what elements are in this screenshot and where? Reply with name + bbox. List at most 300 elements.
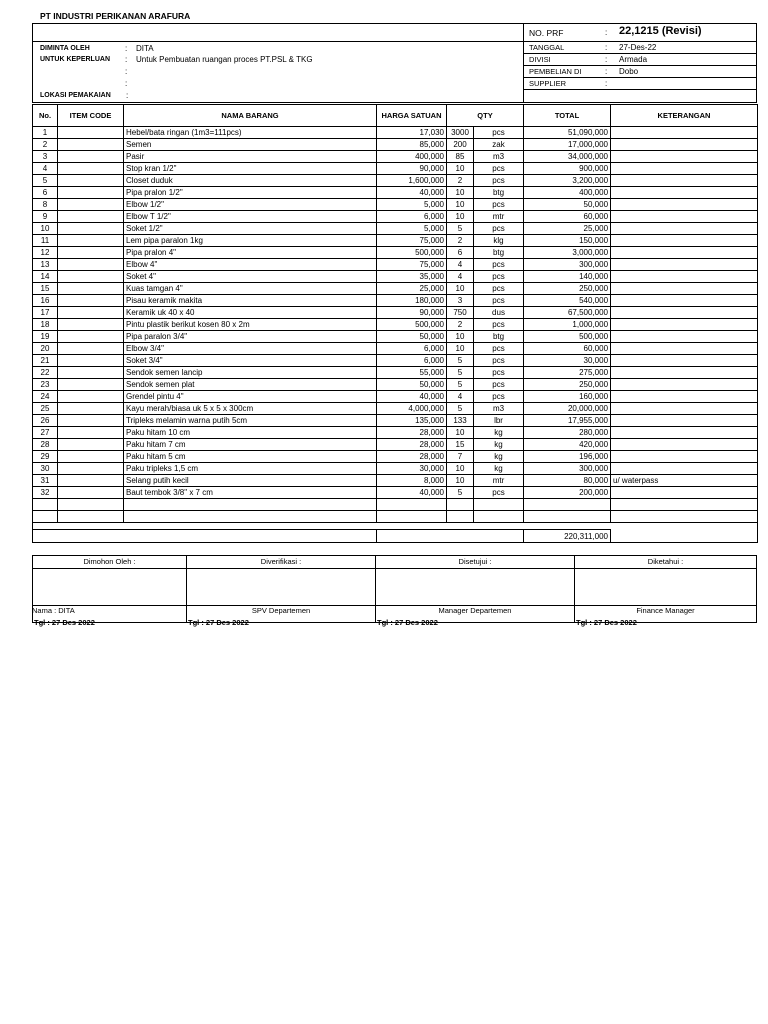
unit-price-cell: 40,000 <box>377 487 447 499</box>
supplier-row <box>523 78 756 90</box>
company-name: PT INDUSTRI PERIKANAN ARAFURA <box>40 11 191 21</box>
colon: : <box>125 67 128 76</box>
line-total-cell: 34,000,000 <box>524 151 611 163</box>
unit-cell: kg <box>474 451 524 463</box>
table-row <box>33 259 758 271</box>
unit-cell: pcs <box>474 355 524 367</box>
divider <box>33 41 523 42</box>
item-name-cell: Elbow T 1/2" <box>124 211 377 223</box>
notes-cell <box>611 235 758 247</box>
table-row <box>33 367 758 379</box>
notes-cell: u/ waterpass <box>611 475 758 487</box>
row-number-cell: 31 <box>33 475 58 487</box>
unit-cell: pcs <box>474 391 524 403</box>
item-code-cell <box>58 127 124 139</box>
unit-price-cell: 28,000 <box>377 451 447 463</box>
item-name-cell: Soket 3/4" <box>124 355 377 367</box>
quantity-cell: 10 <box>447 331 474 343</box>
row-number-cell: 15 <box>33 283 58 295</box>
item-name-cell: Sendok semen plat <box>124 379 377 391</box>
item-name-cell: Paku hitam 7 cm <box>124 439 377 451</box>
total-blank-cell <box>377 530 524 543</box>
table-row <box>33 415 758 427</box>
line-total-cell: 17,955,000 <box>524 415 611 427</box>
item-code-cell <box>58 187 124 199</box>
item-name-cell: Kuas tamgan 4" <box>124 283 377 295</box>
quantity-cell: 10 <box>447 211 474 223</box>
prf-number: 22,1215 (Revisi) <box>619 25 702 37</box>
line-total-cell: 280,000 <box>524 427 611 439</box>
unit-cell: lbr <box>474 415 524 427</box>
notes-cell <box>611 403 758 415</box>
item-code-cell <box>58 283 124 295</box>
item-code-cell <box>58 211 124 223</box>
quantity-cell: 10 <box>447 343 474 355</box>
quantity-cell: 10 <box>447 283 474 295</box>
item-code-cell <box>58 343 124 355</box>
unit-cell: dus <box>474 307 524 319</box>
line-total-cell: 1,000,000 <box>524 319 611 331</box>
line-total-cell: 160,000 <box>524 391 611 403</box>
row-number-cell: 25 <box>33 403 58 415</box>
item-name-cell: Elbow 4" <box>124 259 377 271</box>
col-item-code-header: ITEM CODE <box>58 105 124 127</box>
line-total-cell: 420,000 <box>524 439 611 451</box>
empty-cell <box>33 511 58 523</box>
requested-by-label: DIMINTA OLEH <box>40 45 90 52</box>
quantity-cell: 5 <box>447 379 474 391</box>
unit-price-cell: 500,000 <box>377 247 447 259</box>
row-number-cell: 29 <box>33 451 58 463</box>
unit-cell: pcs <box>474 379 524 391</box>
item-name-cell: Paku hitam 5 cm <box>124 451 377 463</box>
quantity-cell: 4 <box>447 271 474 283</box>
unit-cell: kg <box>474 439 524 451</box>
quantity-cell: 10 <box>447 163 474 175</box>
quantity-cell: 10 <box>447 475 474 487</box>
empty-cell <box>447 499 474 511</box>
row-number-cell: 17 <box>33 307 58 319</box>
colon: : <box>605 79 608 88</box>
item-code-cell <box>58 487 124 499</box>
empty-cell <box>524 511 611 523</box>
item-code-cell <box>58 415 124 427</box>
line-total-cell: 140,000 <box>524 271 611 283</box>
row-number-cell: 27 <box>33 427 58 439</box>
item-name-cell: Selang putih kecil <box>124 475 377 487</box>
unit-cell: klg <box>474 235 524 247</box>
notes-cell <box>611 427 758 439</box>
unit-price-cell: 50,000 <box>377 379 447 391</box>
table-header-row <box>33 105 758 127</box>
notes-cell <box>611 139 758 151</box>
unit-price-cell: 1,600,000 <box>377 175 447 187</box>
line-total-cell: 400,000 <box>524 187 611 199</box>
divider <box>32 568 757 569</box>
unit-price-cell: 6,000 <box>377 211 447 223</box>
empty-cell <box>611 499 758 511</box>
item-code-cell <box>58 199 124 211</box>
table-row <box>33 391 758 403</box>
prf-label: NO. PRF <box>529 28 564 38</box>
empty-cell <box>377 511 447 523</box>
item-code-cell <box>58 151 124 163</box>
quantity-cell: 15 <box>447 439 474 451</box>
table-row <box>33 211 758 223</box>
unit-price-cell: 135,000 <box>377 415 447 427</box>
row-number-cell: 8 <box>33 199 58 211</box>
item-name-cell: Pisau keramik makita <box>124 295 377 307</box>
date-value: 27-Des-22 <box>619 43 657 52</box>
line-total-cell: 300,000 <box>524 463 611 475</box>
row-number-cell: 13 <box>33 259 58 271</box>
line-total-cell: 3,200,000 <box>524 175 611 187</box>
row-number-cell: 1 <box>33 127 58 139</box>
item-code-cell <box>58 307 124 319</box>
item-code-cell <box>58 235 124 247</box>
row-number-cell: 5 <box>33 175 58 187</box>
colon: : <box>605 43 608 52</box>
table-row <box>33 139 758 151</box>
unit-price-cell: 400,000 <box>377 151 447 163</box>
col-item-name-header: NAMA BARANG <box>124 105 377 127</box>
empty-cell <box>474 511 524 523</box>
table-row <box>33 223 758 235</box>
table-row <box>33 175 758 187</box>
item-code-cell <box>58 367 124 379</box>
colon: : <box>605 67 608 76</box>
notes-cell <box>611 151 758 163</box>
table-row <box>33 127 758 139</box>
notes-cell <box>611 439 758 451</box>
item-code-cell <box>58 439 124 451</box>
notes-cell <box>611 163 758 175</box>
unit-cell: pcs <box>474 175 524 187</box>
col-unit-price-header: HARGA SATUAN <box>377 105 447 127</box>
grand-total-row <box>33 530 758 543</box>
table-row <box>33 307 758 319</box>
row-number-cell: 4 <box>33 163 58 175</box>
requested-by-value: DITA <box>136 44 154 53</box>
table-row <box>33 151 758 163</box>
empty-cell <box>447 511 474 523</box>
row-number-cell: 3 <box>33 151 58 163</box>
total-label-cell <box>33 530 377 543</box>
location-label: LOKASI PEMAKAIAN <box>40 92 111 99</box>
row-number-cell: 10 <box>33 223 58 235</box>
table-row <box>33 343 758 355</box>
item-code-cell <box>58 163 124 175</box>
table-row <box>33 283 758 295</box>
row-number-cell: 21 <box>33 355 58 367</box>
notes-cell <box>611 199 758 211</box>
item-name-cell: Baut tembok 3/8" x 7 cm <box>124 487 377 499</box>
unit-price-cell: 4,000,000 <box>377 403 447 415</box>
table-row <box>33 271 758 283</box>
line-total-cell: 150,000 <box>524 235 611 247</box>
purpose-label: UNTUK KEPERLUAN <box>40 56 110 63</box>
notes-cell <box>611 271 758 283</box>
item-code-cell <box>58 223 124 235</box>
item-name-cell: Kayu merah/biasa uk 5 x 5 x 300cm <box>124 403 377 415</box>
unit-price-cell: 25,000 <box>377 283 447 295</box>
notes-cell <box>611 331 758 343</box>
unit-cell: m3 <box>474 151 524 163</box>
unit-price-cell: 500,000 <box>377 319 447 331</box>
table-row <box>33 379 758 391</box>
item-name-cell: Pasir <box>124 151 377 163</box>
table-row <box>33 235 758 247</box>
quantity-cell: 5 <box>447 487 474 499</box>
notes-cell <box>611 343 758 355</box>
table-row <box>33 295 758 307</box>
table-row <box>33 439 758 451</box>
purchase-location-value: Dobo <box>619 67 639 76</box>
table-row <box>33 451 758 463</box>
item-name-cell: Grendel pintu 4" <box>124 391 377 403</box>
item-code-cell <box>58 463 124 475</box>
unit-price-cell: 6,000 <box>377 355 447 367</box>
notes-cell <box>611 307 758 319</box>
unit-price-cell: 28,000 <box>377 439 447 451</box>
item-code-cell <box>58 403 124 415</box>
unit-cell: pcs <box>474 271 524 283</box>
line-total-cell: 275,000 <box>524 367 611 379</box>
table-row <box>33 427 758 439</box>
line-total-cell: 30,000 <box>524 355 611 367</box>
notes-cell <box>611 211 758 223</box>
unit-cell: pcs <box>474 367 524 379</box>
line-total-cell: 250,000 <box>524 379 611 391</box>
colon: : <box>125 79 128 88</box>
row-number-cell: 14 <box>33 271 58 283</box>
quantity-cell: 5 <box>447 403 474 415</box>
item-code-cell <box>58 139 124 151</box>
line-total-cell: 80,000 <box>524 475 611 487</box>
spv-date: Tgl : 27 Des 2022 <box>188 618 249 627</box>
item-name-cell: Semen <box>124 139 377 151</box>
unit-cell: btg <box>474 331 524 343</box>
unit-price-cell: 180,000 <box>377 295 447 307</box>
line-total-cell: 250,000 <box>524 283 611 295</box>
unit-price-cell: 90,000 <box>377 163 447 175</box>
unit-price-cell: 90,000 <box>377 307 447 319</box>
item-name-cell: Paku tripleks 1,5 cm <box>124 463 377 475</box>
item-code-cell <box>58 259 124 271</box>
notes-cell <box>611 391 758 403</box>
row-number-cell: 11 <box>33 235 58 247</box>
unit-cell: pcs <box>474 295 524 307</box>
quantity-cell: 133 <box>447 415 474 427</box>
unit-cell: mtr <box>474 475 524 487</box>
requester-date: Tgl : 27 Des 2022 <box>34 618 95 627</box>
finance-date: Tgl : 27 Des 2022 <box>576 618 637 627</box>
row-number-cell: 16 <box>33 295 58 307</box>
spacer-cell <box>33 523 758 530</box>
line-total-cell: 67,500,000 <box>524 307 611 319</box>
unit-cell: pcs <box>474 487 524 499</box>
row-number-cell: 12 <box>33 247 58 259</box>
quantity-cell: 3 <box>447 295 474 307</box>
row-number-cell: 32 <box>33 487 58 499</box>
notes-cell <box>611 367 758 379</box>
table-row <box>33 199 758 211</box>
acknowledged-title: Diketahui : <box>647 557 684 566</box>
colon: : <box>125 44 128 53</box>
line-total-cell: 17,000,000 <box>524 139 611 151</box>
col-notes-header: KETERANGAN <box>611 105 758 127</box>
notes-cell <box>611 175 758 187</box>
table-row <box>33 319 758 331</box>
purchase-location-label: PEMBELIAN DI <box>529 67 582 76</box>
unit-price-cell: 50,000 <box>377 331 447 343</box>
quantity-cell: 4 <box>447 391 474 403</box>
quantity-cell: 7 <box>447 451 474 463</box>
empty-cell <box>474 499 524 511</box>
quantity-cell: 200 <box>447 139 474 151</box>
row-number-cell: 2 <box>33 139 58 151</box>
header-block <box>32 23 757 103</box>
colon: : <box>126 91 129 100</box>
total-notes-cell <box>611 530 758 543</box>
item-name-cell: Elbow 1/2" <box>124 199 377 211</box>
item-rows <box>33 127 758 543</box>
item-name-cell: Hebel/bata ringan (1m3=111pcs) <box>124 127 377 139</box>
colon: : <box>605 28 608 37</box>
table-row <box>33 403 758 415</box>
unit-price-cell: 55,000 <box>377 367 447 379</box>
verified-title: Diverifikasi : <box>260 557 302 566</box>
notes-cell <box>611 415 758 427</box>
row-number-cell: 22 <box>33 367 58 379</box>
unit-price-cell: 85,000 <box>377 139 447 151</box>
quantity-cell: 5 <box>447 223 474 235</box>
date-row <box>523 42 756 54</box>
quantity-cell: 2 <box>447 235 474 247</box>
quantity-cell: 2 <box>447 175 474 187</box>
row-number-cell: 19 <box>33 331 58 343</box>
col-qty-header: QTY <box>447 105 524 127</box>
unit-cell: zak <box>474 139 524 151</box>
row-number-cell: 30 <box>33 463 58 475</box>
table-row <box>33 355 758 367</box>
unit-cell: pcs <box>474 163 524 175</box>
item-code-cell <box>58 355 124 367</box>
item-name-cell: Tripleks melamin warna putih 5cm <box>124 415 377 427</box>
quantity-cell: 4 <box>447 259 474 271</box>
line-total-cell: 60,000 <box>524 343 611 355</box>
item-name-cell: Pipa pralon 4" <box>124 247 377 259</box>
row-number-cell: 6 <box>33 187 58 199</box>
finance-role: Finance Manager <box>636 606 695 615</box>
empty-cell <box>524 499 611 511</box>
quantity-cell: 5 <box>447 355 474 367</box>
line-total-cell: 500,000 <box>524 331 611 343</box>
item-name-cell: Elbow 3/4" <box>124 343 377 355</box>
item-name-cell: Closet duduk <box>124 175 377 187</box>
unit-price-cell: 17,030 <box>377 127 447 139</box>
table-row <box>33 475 758 487</box>
item-code-cell <box>58 175 124 187</box>
supplier-label: SUPPLIER <box>529 79 567 88</box>
unit-price-cell: 35,000 <box>377 271 447 283</box>
notes-cell <box>611 319 758 331</box>
notes-cell <box>611 487 758 499</box>
colon: : <box>605 55 608 64</box>
unit-price-cell: 75,000 <box>377 235 447 247</box>
approved-title: Disetujui : <box>458 557 492 566</box>
requester-name: Nama : DITA <box>32 606 75 615</box>
quantity-cell: 2 <box>447 319 474 331</box>
item-name-cell: Pipa pralon 1/2" <box>124 187 377 199</box>
item-name-cell: Lem pipa paralon 1kg <box>124 235 377 247</box>
items-table <box>32 104 758 543</box>
notes-cell <box>611 295 758 307</box>
colon: : <box>125 55 128 64</box>
unit-price-cell: 8,000 <box>377 475 447 487</box>
quantity-cell: 10 <box>447 427 474 439</box>
item-code-cell <box>58 247 124 259</box>
notes-cell <box>611 187 758 199</box>
notes-cell <box>611 283 758 295</box>
quantity-cell: 5 <box>447 367 474 379</box>
quantity-cell: 10 <box>447 187 474 199</box>
unit-cell: pcs <box>474 127 524 139</box>
unit-cell: mtr <box>474 211 524 223</box>
spacer-row <box>33 523 758 530</box>
line-total-cell: 51,090,000 <box>524 127 611 139</box>
quantity-cell: 10 <box>447 463 474 475</box>
row-number-cell: 24 <box>33 391 58 403</box>
unit-price-cell: 5,000 <box>377 223 447 235</box>
unit-cell: pcs <box>474 199 524 211</box>
unit-cell: kg <box>474 463 524 475</box>
division-label: DIVISI <box>529 55 551 64</box>
table-row <box>33 163 758 175</box>
table-row <box>33 463 758 475</box>
prf-row <box>523 24 756 42</box>
unit-cell: btg <box>474 247 524 259</box>
unit-price-cell: 40,000 <box>377 391 447 403</box>
empty-cell <box>124 511 377 523</box>
quantity-cell: 6 <box>447 247 474 259</box>
table-row <box>33 247 758 259</box>
line-total-cell: 540,000 <box>524 295 611 307</box>
division-row <box>523 54 756 66</box>
purpose-value: Untuk Pembuatan ruangan proces PT.PSL & TKG <box>136 55 313 64</box>
item-name-cell: Paku hitam 10 cm <box>124 427 377 439</box>
item-name-cell: Soket 1/2" <box>124 223 377 235</box>
unit-price-cell: 6,000 <box>377 343 447 355</box>
table-row <box>33 487 758 499</box>
empty-cell <box>58 499 124 511</box>
table-row <box>33 331 758 343</box>
notes-cell <box>611 379 758 391</box>
item-code-cell <box>58 271 124 283</box>
notes-cell <box>611 247 758 259</box>
row-number-cell: 26 <box>33 415 58 427</box>
manager-date: Tgl : 27 Des 2022 <box>377 618 438 627</box>
notes-cell <box>611 223 758 235</box>
notes-cell <box>611 463 758 475</box>
row-number-cell: 18 <box>33 319 58 331</box>
quantity-cell: 85 <box>447 151 474 163</box>
item-code-cell <box>58 379 124 391</box>
unit-price-cell: 40,000 <box>377 187 447 199</box>
row-number-cell: 20 <box>33 343 58 355</box>
notes-cell <box>611 355 758 367</box>
requested-title: Dimohon Oleh : <box>83 557 136 566</box>
